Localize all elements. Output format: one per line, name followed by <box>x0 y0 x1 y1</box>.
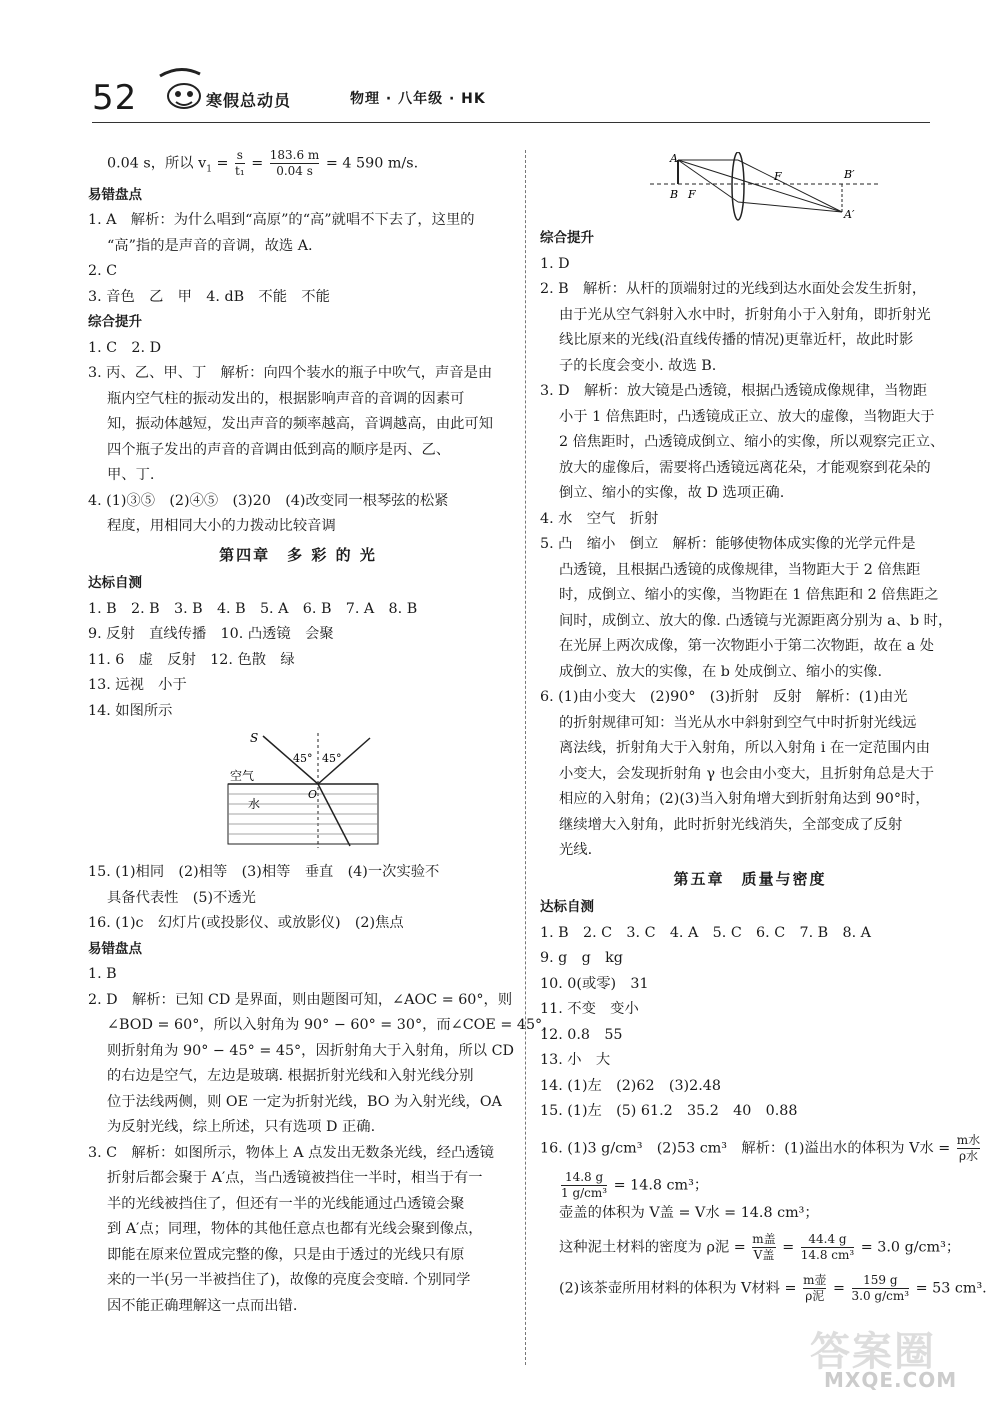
fraction <box>852 1273 910 1304</box>
denominator: ρ水 <box>957 1148 980 1164</box>
answer-line: 线比原来的光线(沿直线传播的情况)更靠近杆，故此时影 <box>559 332 914 348</box>
answer-line: 程度，用相同大小的力拨动比较音调 <box>107 518 336 535</box>
answer-line: 瓶内空气柱的振动发出的，根据影响声音的音调的因素可 <box>107 390 465 407</box>
page-header <box>92 78 532 122</box>
answer-line: 3. 音色 乙 甲 4. dB 不能 不能 <box>88 288 330 305</box>
label-a: A <box>670 152 678 165</box>
answer-line: (2)该茶壶所用材料的体积为 V材料 = $\frac{\text{m壶}}{\text{ρ泥}}$ = $\frac{159 g}{\text{3.0 g/cm³}}$ = 53 cm³. <box>559 1273 987 1303</box>
answer-line: 9. g g kg <box>540 950 623 966</box>
answer-line: 5. 凸 缩小 倒立 解析：能够使物体成实像的光学元件是 <box>540 536 916 552</box>
answer-line: 的右边是空气，左边是玻璃. 根据折射光线和入射光线分别 <box>107 1068 474 1085</box>
answer-line: 到 A′点；同理，物体的其他任意点也都有光线会聚到像点， <box>107 1221 483 1238</box>
denominator: 1 g/cm³ <box>561 1185 608 1200</box>
text: 0.04 s，所以 v <box>107 155 207 172</box>
answer-line: 来的一半(另一半被挡住了)，故像的亮度会变暗. 个别同学 <box>107 1272 471 1289</box>
fraction <box>803 1273 826 1304</box>
answer-line: 小变大，会发现折射角 γ 也会由小变大，且折射角总是大于 <box>559 765 935 782</box>
label-b: B <box>670 188 679 201</box>
answer-line: 10. 0(或零) 31 <box>540 975 649 992</box>
section-heading: 综合提升 <box>88 314 142 331</box>
label-f: F <box>688 188 696 201</box>
answer-line: 6. (1)由小变大 (2)90° (3)折射 反射 解析：(1)由光 <box>540 689 908 705</box>
page-number: 52 <box>92 78 138 118</box>
answer-line: 知，振动体越短，发出声音的频率越高，音调越高，由此可知 <box>107 416 494 433</box>
denominator: 3.0 g/cm³ <box>851 1289 910 1303</box>
angle-label: 45° <box>293 752 313 766</box>
convex-lens-diagram <box>540 152 960 222</box>
answer-line: 15. (1)相同 (2)相等 (3)相等 垂直 (4)一次实验不 <box>88 864 440 881</box>
answer-line: 3. 丙、乙、甲、丁 解析：向四个装水的瓶子中吹气，声音是由 <box>88 365 493 382</box>
denominator: t₁ <box>235 164 245 178</box>
answer-line: 的折射规律可知：当光从水中斜射到空气中时折射光线远 <box>559 714 917 731</box>
numerator: 14.8 g <box>564 1169 604 1184</box>
watermark-logo: 答案圈 <box>810 1329 936 1375</box>
answer-line: 甲、丁. <box>107 467 155 484</box>
label-f: F <box>774 170 782 183</box>
fraction <box>752 1232 775 1263</box>
answer-line: 相应的入射角；(2)(3)当入射角增大到折射角达到 90°时， <box>559 791 930 807</box>
watermark-url: MXQE.COM <box>824 1368 958 1392</box>
numerator: m盖 <box>752 1232 776 1246</box>
numerator: 183.6 m <box>269 148 320 162</box>
answer-line: 3. D 解析：放大镜是凸透镜，根据凸透镜成像规律，当物距 <box>540 383 928 399</box>
answer-line: 13. 远视 小于 <box>88 677 187 694</box>
text: (2)该茶壶所用材料的体积为 V材料 = <box>559 1280 797 1297</box>
book-title: 寒假总动员 <box>206 91 292 110</box>
ray <box>738 160 842 212</box>
air-label: 空气 <box>230 769 255 784</box>
label-s: S <box>250 731 259 746</box>
answer-line: 由于光从空气斜射入水中时，折射角小于入射角，即折射光 <box>559 306 931 323</box>
answer-line: 13. 小 大 <box>540 1052 611 1068</box>
numerator: 159 g <box>863 1273 898 1287</box>
label-b-prime: B′ <box>844 168 855 181</box>
right-column <box>540 148 987 1304</box>
text: 这种泥土材料的密度为 ρ泥 = <box>559 1239 746 1256</box>
angle-label: 45° <box>322 752 342 766</box>
answer-line: 1. B <box>88 966 117 983</box>
section-heading: 易错盘点 <box>88 940 142 957</box>
chapter-title: 第五章 质量与密度 <box>673 869 827 888</box>
answer-line: 3. C 解析：如图所示，物体上 A 点发出无数条光线，经凸透镜 <box>88 1144 494 1161</box>
text: 16. (1)3 g/cm³ (2)53 cm³ 解析：(1)溢出水的体积为 V水 = <box>540 1140 951 1156</box>
chapter-title: 第四章 多 彩 的 光 <box>219 545 377 564</box>
answer-line: 1. C 2. D <box>88 339 162 356</box>
water-label: 水 <box>248 797 261 812</box>
text: = 53 cm³. <box>911 1280 987 1297</box>
answer-line: 16. (1)c 幻灯片(或投影仪、或放影仪) (2)焦点 <box>88 915 404 932</box>
answer-line: 2. D 解析：已知 CD 是界面，则由题图可知，∠AOC = 60°，则 <box>88 991 513 1008</box>
denominator: 0.04 s <box>270 163 320 179</box>
section-heading: 达标自测 <box>540 899 594 915</box>
column-divider <box>525 150 527 1365</box>
section-heading: 易错盘点 <box>88 186 142 203</box>
fraction <box>561 1170 607 1201</box>
numerator: 44.4 g <box>808 1232 847 1246</box>
book-subtitle: 物理 · 八年级 · HK <box>350 91 486 107</box>
answer-line: 四个瓶子发出的声音的音调由低到高的顺序是丙、乙、 <box>107 441 451 458</box>
answer-line: 1. A 解析：为什么唱到“高原”的“高”就唱不下去了，这里的 <box>88 212 475 229</box>
answer-line: 位于法线两侧，则 OE 一定为折射光线，BO 为入射光线，OA <box>107 1093 502 1110</box>
label-o: O <box>308 788 318 802</box>
answer-line: 半的光线被挡住了，但还有一半的光线能通过凸透镜会聚 <box>107 1195 465 1212</box>
answer-line: 光线. <box>559 842 593 858</box>
answer-line: 14. (1)左 (2)62 (3)2.48 <box>540 1077 721 1094</box>
subscript: 1 <box>206 164 212 175</box>
header-divider <box>92 122 930 123</box>
fraction <box>270 148 320 179</box>
ray <box>678 160 738 202</box>
answer-line: ∠BOD = 60°，所以入射角为 90° − 60° = 30°，而∠COE = 45°， <box>107 1017 557 1034</box>
answer-line: 时，成倒立、缩小的实像，当物距在 1 倍焦距和 2 倍焦距之 <box>559 587 939 603</box>
answer-line: 在光屏上两次成像，第一次物距小于第二次物距，故在 a 处 <box>559 638 935 654</box>
fraction <box>235 148 245 179</box>
answer-line: 11. 不变 变小 <box>540 1001 639 1017</box>
answer-line: 小于 1 倍焦距时，凸透镜成正立、放大的虚像，当物距大于 <box>559 408 935 425</box>
answer-line: 子的长度会变小. 故选 B. <box>559 357 717 374</box>
answer-line: 1. D <box>540 255 570 272</box>
answer-line: 成倒立、放大的实像，在 b 处成倒立、缩小的实像. <box>559 663 883 680</box>
section-heading: 综合提升 <box>540 230 594 246</box>
answer-line: 离法线，折射角大于入射角，所以入射角 i 在一定范围内由 <box>559 740 931 756</box>
answer-line: 间时，成倒立、放大的像. 凸透镜与光源距离分别为 a、b 时， <box>559 612 953 629</box>
numerator: m水 <box>956 1132 981 1147</box>
answer-line: 14. 如图所示 <box>88 702 173 719</box>
answer-line: 1. B 2. C 3. C 4. A 5. C 6. C 7. B 8. A <box>540 924 871 941</box>
numerator: s <box>236 148 243 162</box>
fraction <box>801 1232 854 1263</box>
text-line: 0.04 s，所以 $v_1$ = $\frac{s}{\text{t₁}}$ = $\frac{183.6 m}{0.04 s}$ = 4 590 m/s. <box>107 148 419 178</box>
answer-line: 壶盖的体积为 V盖 = V水 = 14.8 cm³； <box>559 1204 819 1221</box>
label-a-prime: A′ <box>844 208 855 221</box>
answer-line: 9. 反射 直线传播 10. 凸透镜 会聚 <box>88 626 334 643</box>
answer-line: 15. (1)左 (5) 61.2 35.2 40 0.88 <box>540 1103 798 1119</box>
denominator: ρ泥 <box>803 1288 826 1304</box>
answer-line: 2. C <box>88 263 118 280</box>
answer-line: 倒立、缩小的实像，故 D 选项正确. <box>559 485 785 501</box>
reflection-refraction-diagram <box>88 728 508 856</box>
text: = 14.8 cm³； <box>609 1177 709 1193</box>
answer-line: 2. B 解析：从杆的顶端射过的光线到达水面处会发生折射， <box>540 281 927 297</box>
answer-line: 2 倍焦距时，凸透镜成倒立、缩小的实像，所以观察完正立、 <box>559 434 945 450</box>
answer-line: 1. B 2. B 3. B 4. B 5. A 6. B 7. A 8. B <box>88 600 418 617</box>
answer-line: 则折射角为 90° − 45° = 45°，因折射角大于入射角，所以 CD <box>107 1042 514 1059</box>
answer-line: “高”指的是声音的音调，故选 A. <box>107 237 313 254</box>
numerator: m壶 <box>803 1273 827 1287</box>
answer-line: 继续增大入射角，此时折射光线消失，全部变成了反射 <box>559 816 903 833</box>
answer-line: 4. 水 空气 折射 <box>540 510 659 527</box>
text: = <box>211 155 234 172</box>
refracted-ray <box>318 784 350 846</box>
answer-line <box>540 1170 960 1201</box>
text: = 3.0 g/cm³； <box>856 1239 961 1256</box>
answer-line: 这种泥土材料的密度为 ρ泥 = $\frac{\text{m盖}}{\text{V盖}}$ = $\frac{44.4 g}{\text{14.8 cm³}}$ = 3.0 g/cm³； <box>559 1232 961 1262</box>
answer-line <box>540 1132 981 1164</box>
answer-line: 4. (1)③⑤ (2)④⑤ (3)20 (4)改变同一根琴弦的松紧 <box>88 492 449 509</box>
answer-line: 即能在原来位置成完整的像，只是由于透过的光线只有原 <box>107 1246 465 1263</box>
answer-line: 折射后都会聚于 A′点，当凸透镜被挡住一半时，相当于有一 <box>107 1170 483 1187</box>
denominator: 14.8 cm³ <box>800 1248 855 1262</box>
answer-line: 11. 6 虚 反射 12. 色散 绿 <box>88 651 295 668</box>
denominator: V盖 <box>753 1248 775 1262</box>
answer-line: 放大的虚像后，需要将凸透镜远离花朵，才能观察到花朵的 <box>559 459 931 476</box>
answer-line: 具备代表性 (5)不透光 <box>107 889 256 906</box>
answer-line: 12. 0.8 55 <box>540 1026 623 1043</box>
fraction <box>957 1133 980 1164</box>
text: = 4 590 m/s. <box>321 155 419 172</box>
answer-line: 凸透镜，且根据凸透镜的成像规律，当物距大于 2 倍焦距 <box>559 561 921 578</box>
section-heading: 达标自测 <box>88 575 142 592</box>
answer-line: 为反射光线，综上所述，只有选项 D 正确. <box>107 1119 376 1136</box>
answer-line: 因不能正确理解这一点而出错. <box>107 1297 298 1314</box>
